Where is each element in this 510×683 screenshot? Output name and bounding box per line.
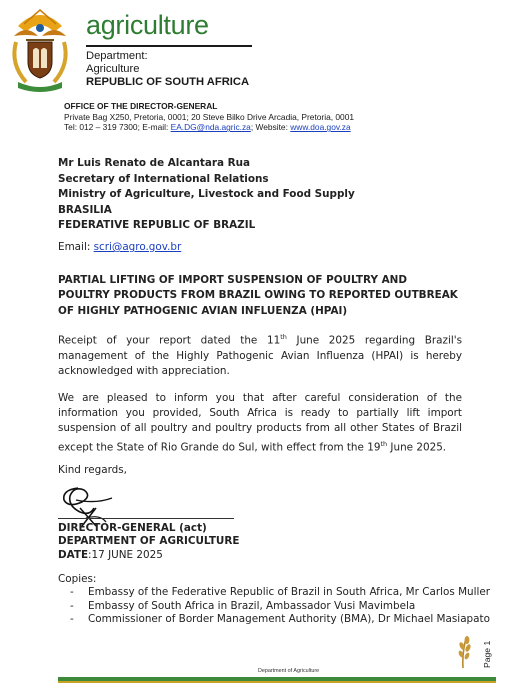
- coat-of-arms-emblem: [4, 6, 76, 92]
- footer-department: Department of Agriculture: [258, 668, 320, 674]
- email-label: Email:: [58, 241, 94, 253]
- office-title: OFFICE OF THE DIRECTOR-GENERAL: [64, 101, 218, 111]
- page-number: Page 1: [482, 640, 492, 668]
- dept-line-1: Department:: [86, 50, 148, 62]
- paragraph-1-sup: th: [280, 333, 287, 341]
- recipient-email-link[interactable]: scri@agro.gov.br: [93, 241, 182, 253]
- paragraph-1: [58, 330, 462, 379]
- paragraph-1-text-a: Receipt of your report dated the 11: [58, 334, 281, 347]
- dept-line-3: REPUBLIC OF SOUTH AFRICA: [86, 76, 250, 88]
- closing-salutation: Kind regards,: [58, 464, 127, 476]
- contact-website-link[interactable]: www.doa.gov.za: [290, 122, 351, 133]
- recipient-title: Secretary of International Relations: [58, 172, 269, 185]
- copies-list: [58, 586, 490, 626]
- office-details: [64, 101, 354, 133]
- paragraph-2: [58, 391, 462, 455]
- department-brand-name: agriculture: [86, 10, 209, 40]
- department-block: [86, 50, 249, 89]
- signer-title: DIRECTOR-GENERAL (act): [58, 522, 207, 534]
- brand-underline: [86, 45, 252, 47]
- contact-mid: ; Website:: [250, 122, 291, 133]
- paragraph-2-text-a: We are pleased to inform you that after careful consideration of the information you provided, South Africa is ready to partially lift import suspension of all poultry and poultry products from all other States of Brazil except the State of Rio Grande do Sul, with effect from the 19: [58, 392, 462, 454]
- office-contact: [64, 122, 354, 133]
- paragraph-1-text-b: June 2025 regarding Brazil's management of the Highly Pathogenic Avian Influenza (HPAI) is hereby acknowledged with appreciation.: [58, 334, 462, 377]
- copies-item: - Embassy of South Africa in Brazil, Ambassador Vusi Mavimbela: [70, 600, 490, 613]
- recipient-ministry: Ministry of Agriculture, Livestock and Food Supply: [58, 188, 355, 201]
- paragraph-2-sup: th: [380, 439, 388, 448]
- contact-prefix: Tel: 012 – 319 7300; E-mail:: [64, 122, 171, 133]
- signature-line: [58, 518, 234, 519]
- wheat-logo-icon: [452, 634, 474, 668]
- office-address: Private Bag X250, Pretoria, 0001; 20 Steve Bilko Drive Arcadia, Pretoria, 0001: [64, 111, 355, 122]
- recipient-name: Mr Luis Renato de Alcantara Rua: [58, 157, 251, 169]
- copies-item: - Commissioner of Border Management Authority (BMA), Dr Michael Masiapato: [70, 613, 490, 626]
- recipient-country: FEDERATIVE REPUBLIC OF BRAZIL: [58, 219, 256, 232]
- copies-section: [58, 573, 490, 627]
- date-value: :17 JUNE 2025: [88, 548, 163, 561]
- copies-label: Copies:: [58, 573, 97, 585]
- date-label: DATE: [58, 548, 89, 561]
- recipient-address: [58, 156, 355, 234]
- signer-block: [58, 522, 239, 562]
- recipient-city: BRASILIA: [58, 203, 112, 216]
- contact-email-link[interactable]: EA.DG@nda.agric.za: [170, 122, 251, 133]
- dept-line-2: Agriculture: [86, 63, 140, 75]
- copies-item: - Embassy of the Federative Republic of Brazil in South Africa, Mr Carlos Muller: [70, 586, 490, 599]
- paragraph-2-text-b: June 2025.: [387, 441, 447, 454]
- signer-department: DEPARTMENT OF AGRICULTURE: [58, 535, 240, 548]
- recipient-email-line: [58, 241, 181, 253]
- signer-date: [58, 549, 239, 562]
- letter-subject: PARTIAL LIFTING OF IMPORT SUSPENSION OF POULTRY AND POULTRY PRODUCTS FROM BRAZIL OWING TO REPORTED OUTBREAK OF HIGHLY PATHOGENIC AVIAN INFLUENZA (HPAI): [58, 274, 458, 317]
